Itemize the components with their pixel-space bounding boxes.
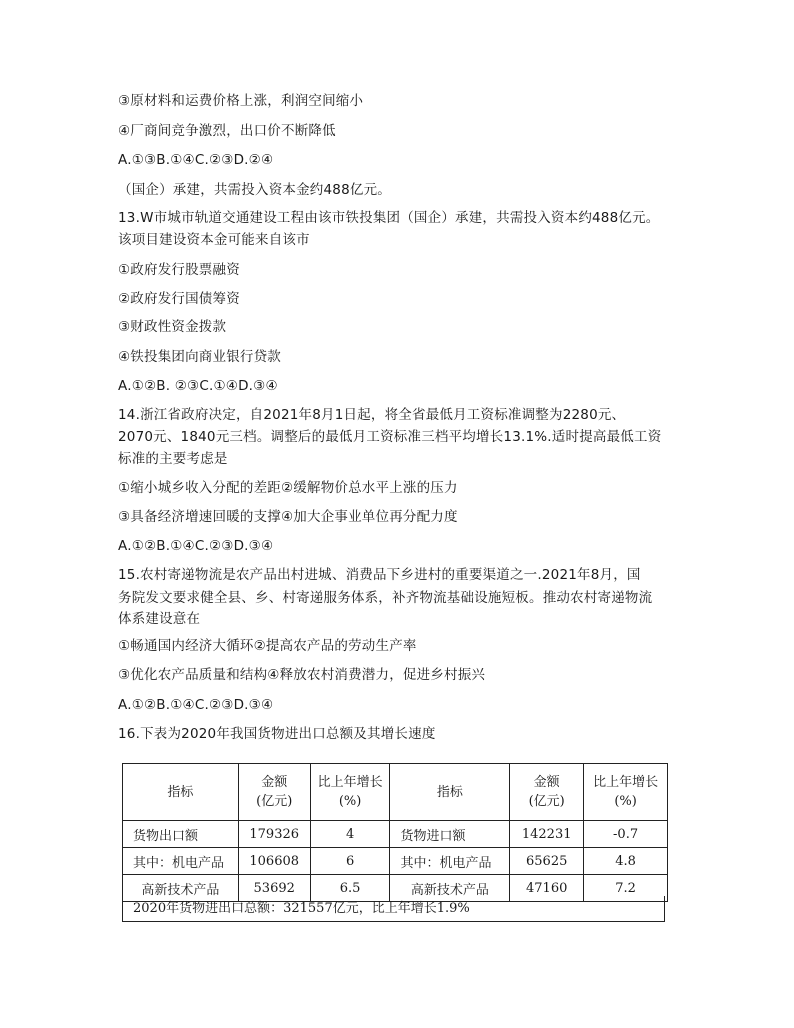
table-cell: 142231: [510, 821, 584, 848]
text-line: ③优化农产品质量和结构④释放农村消费潜力，促进乡村振兴: [118, 667, 486, 683]
text-line: A.①③B.①④C.②③D.②④: [118, 152, 274, 168]
text-line: 标准的主要考虑是: [118, 451, 228, 467]
table-cell: 6: [310, 848, 390, 875]
header-cell: 金额 (亿元): [238, 764, 310, 821]
table-cell: -0.7: [584, 821, 668, 848]
table-cell: 179326: [238, 821, 310, 848]
table-cell: 货物进口额: [390, 821, 510, 848]
text-line: ①缩小城乡收入分配的差距②缓解物价总水平上涨的压力: [118, 480, 458, 496]
table-cell: 47160: [510, 875, 584, 902]
text-line: A.①②B. ②③C.①④D.③④: [118, 378, 278, 394]
table-header-row: [123, 764, 668, 821]
table-cell: 其中：机电产品: [123, 848, 239, 875]
table-cell: 4: [310, 821, 390, 848]
table-cell: 6.5: [310, 875, 390, 902]
table-footer: 2020年货物进出口总额：321557亿元，比上年增长1.9%: [122, 896, 665, 922]
text-line: 2070元、1840元三档。调整后的最低月工资标准三档平均增长13.1%.适时提高最低工资: [118, 429, 662, 445]
table-cell: 53692: [238, 875, 310, 902]
trade-table-grid: [122, 763, 668, 902]
text-line: ①畅通国内经济大循环②提高农产品的劳动生产率: [118, 638, 417, 654]
trade-table: [122, 763, 670, 933]
text-line: 15.农村寄递物流是农产品出村进城、消费品下乡进村的重要渠道之一.2021年8月，国: [118, 567, 641, 583]
table-cell: 65625: [510, 848, 584, 875]
text-line: 16.下表为2020年我国货物进出口总额及其增长速度: [118, 726, 436, 742]
table-cell: 4.8: [584, 848, 668, 875]
text-line: ②政府发行国债筹资: [118, 291, 240, 307]
text-line: 14.浙江省政府决定，自2021年8月1日起，将全省最低月工资标准调整为2280元、: [118, 407, 626, 423]
table-cell: 7.2: [584, 875, 668, 902]
header-cell: 指标: [390, 764, 510, 821]
table-row: [123, 821, 668, 848]
header-cell: 金额 (亿元): [510, 764, 584, 821]
text-line: ④铁投集团向商业银行贷款: [118, 349, 282, 365]
table-cell: 高新技术产品: [123, 875, 239, 902]
header-cell: 比上年增长 (%): [584, 764, 668, 821]
table-cell: 货物出口额: [123, 821, 239, 848]
text-line: 务院发文要求健全县、乡、村寄递服务体系，补齐物流基础设施短板。推动农村寄递物流: [118, 590, 653, 606]
text-line: 体系建设意在: [118, 611, 201, 627]
table-cell: 高新技术产品: [390, 875, 510, 902]
table-cell: 其中：机电产品: [390, 848, 510, 875]
text-line: 该项目建设资本金可能来自该市: [118, 232, 310, 248]
text-line: ④厂商间竞争激烈，出口价不断降低: [118, 123, 336, 139]
text-line: ③原材料和运费价格上涨，利润空间缩小: [118, 93, 364, 109]
text-line: （国企）承建，共需投入资本金约488亿元。: [118, 182, 391, 198]
text-line: 13.W市城市轨道交通建设工程由该市铁投集团（国企）承建，共需投入资本约488亿元。: [118, 210, 660, 226]
table-cell: 106608: [238, 848, 310, 875]
text-line: ①政府发行股票融资: [118, 262, 240, 278]
header-cell: 指标: [123, 764, 239, 821]
header-cell: 比上年增长 (%): [310, 764, 390, 821]
table-row: [123, 848, 668, 875]
text-line: A.①②B.①④C.②③D.③④: [118, 697, 274, 713]
text-line: ③财政性资金拨款: [118, 319, 227, 335]
text-line: ③具备经济增速回暖的支撑④加大企事业单位再分配力度: [118, 509, 458, 525]
text-line: A.①②B.①④C.②③D.③④: [118, 538, 274, 554]
